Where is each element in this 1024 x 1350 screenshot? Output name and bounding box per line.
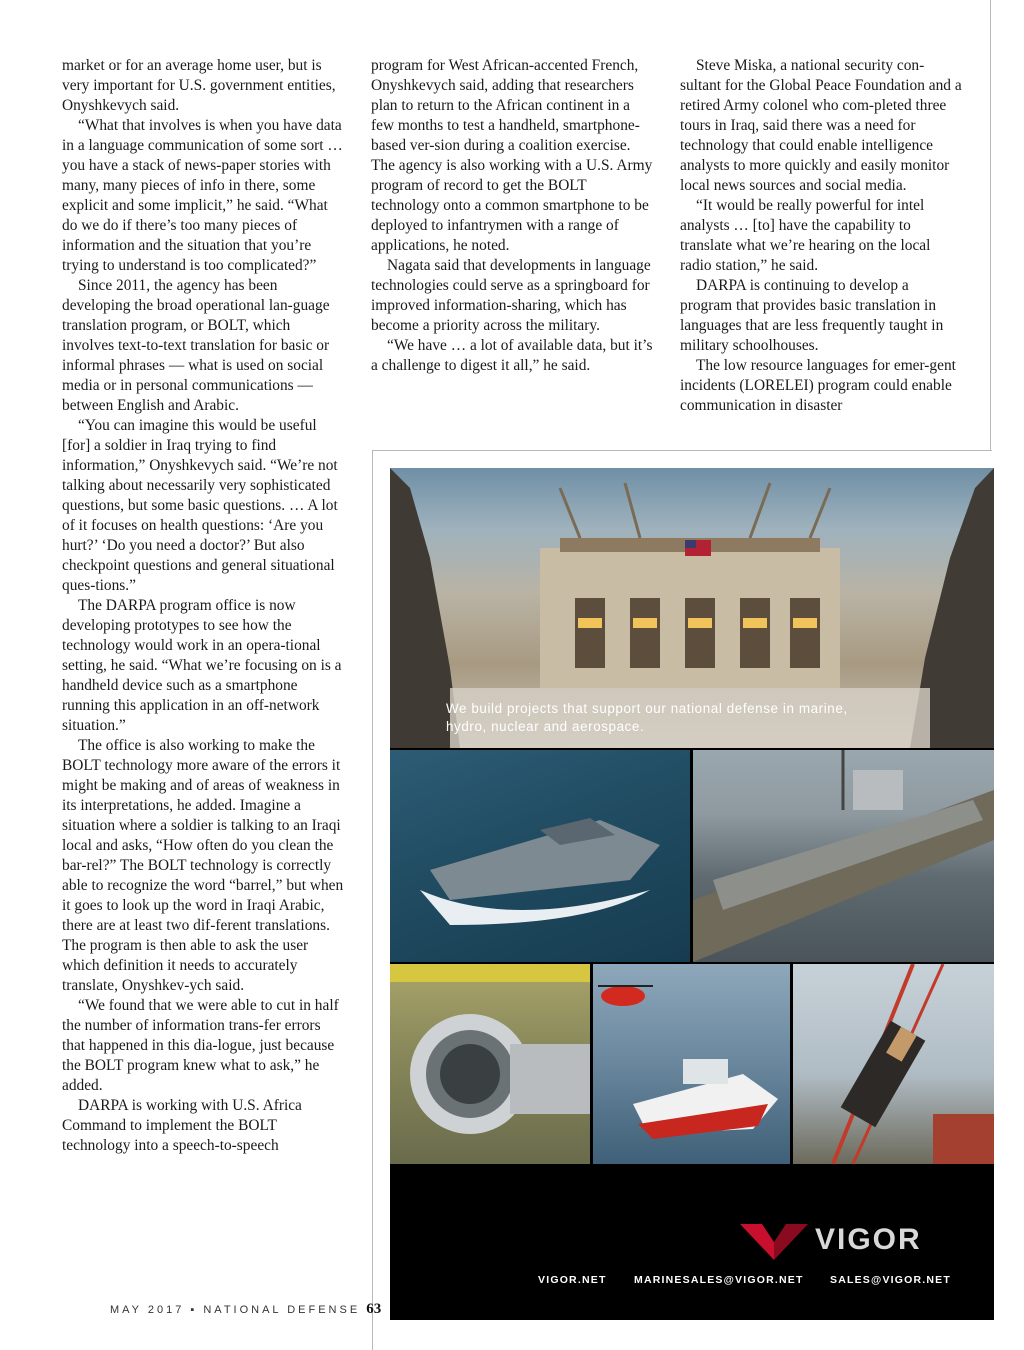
article-paragraph: “We have … a lot of available data, but it’s a challenge to digest it all,” he said. [371, 337, 653, 374]
rescue-boat-helicopter-photo [593, 964, 790, 1164]
ad-caption: We build projects that support our national defense in marine, hydro, nuclear and aerospace. [446, 701, 848, 734]
column-divider [372, 450, 373, 1350]
dam-photo [390, 468, 994, 748]
article-paragraph: “What that involves is when you have data in a language communication of some sort … you have a stack of news-paper stories with many, many pieces of info in there, some explicit and some implicit,” he said. “What do we do if there’s too many pieces of information and the situation that you’re trying to understand is too complicated?” [62, 117, 343, 274]
reactor-component-photo [390, 964, 590, 1164]
crane-lift-photo [793, 964, 994, 1164]
contact-marine-sales-email[interactable]: MARINESALES@VIGOR.NET [634, 1274, 804, 1286]
ad-top-rule [372, 450, 992, 451]
article-paragraph: program for West African-accented French, Onyshkevych said, adding that researchers plan to return to the African continent in a few months to test a handheld, smartphone-based ver-sion during a coalition exercise. The agency is also working with a U.S. Army program of record to get the BOLT technology onto a common smartphone to be deployed to infantrymen with a range of applications, he noted. [371, 57, 653, 254]
footer-issue: MAY 2017 ▪ NATIONAL DEFENSE [110, 1304, 361, 1316]
article-paragraph: The office is also working to make the BOLT technology more aware of the errors it might be making and of areas of weakness in its interpretations, he added. Imagine a situation where a soldier is talking to an Iraqi local and asks, “How often do you clean the bar-rel?” The BOLT technology is correctly able to recognize the word “barrel,” but when it goes to look up the word in Iraqi Arabic, there are at least two dif-ferent translations. The program is then able to ask the user which definition it needs to accurately translate, Onyshkev-ych said. [62, 737, 344, 994]
article-paragraph: market or for an average home user, but is very important for U.S. government entities, Onyshkevych said. [62, 57, 336, 114]
vigor-chevron-icon [740, 1218, 810, 1262]
article-paragraph: DARPA is working with U.S. Africa Command to implement the BOLT technology into a speech-to-speech [62, 1097, 302, 1154]
article-paragraph: The low resource languages for emer-gent incidents (LORELEI) program could enable communication in disaster [680, 357, 956, 414]
article-column-2 [371, 56, 655, 376]
article-paragraph: “You can imagine this would be useful [for] a soldier in Iraq trying to find information,” Onyshkevych said. “We’re not talking about necessarily very sophisticated questions, but some basic questions. … A lot of it focuses on health questions: ‘Are you hurt?’ ‘Do you need a doctor?’ But also checkpoint questions and general situational ques-tions.” [62, 417, 338, 594]
vigor-logo [740, 1218, 960, 1262]
dry-dock-ship-photo [693, 750, 994, 962]
article-column-1 [62, 56, 346, 1156]
article-paragraph: “It would be really powerful for intel analysts … [to] have the capability to translate what we’re hearing on the local radio station,” he said. [680, 197, 931, 274]
crane-illustration [793, 964, 994, 1164]
right-margin-rule [990, 0, 991, 450]
article-paragraph: “We found that we were able to cut in half the number of information trans-fer errors that happened in this dia-logue, just because the BOLT program knew what to ask,” he added. [62, 997, 339, 1094]
contact-website[interactable]: VIGOR.NET [538, 1274, 607, 1286]
article-paragraph: The DARPA program office is now developing prototypes to see how the technology would work in an opera-tional setting, he said. “What we’re focusing on is a handheld device such as a smartphone running this application in an off-network situation.” [62, 597, 342, 734]
patrol-boat-photo [390, 750, 690, 962]
vigor-advertisement [390, 468, 994, 1320]
article-paragraph: Steve Miska, a national security con-sultant for the Global Peace Foundation and a retired Army colonel who com-pleted three tours in Iraq, said there was a need for technology that could enable intelligence analysts to more quickly and easily monitor local news sources and social media. [680, 57, 962, 194]
page-number: 63 [366, 1301, 382, 1317]
boat-illustration [390, 750, 690, 962]
vigor-wordmark: VIGOR [815, 1223, 922, 1256]
article-paragraph: Nagata said that developments in language technologies could serve as a springboard for improved information-sharing, which has become a priority across the military. [371, 257, 651, 334]
page-footer [110, 1301, 381, 1318]
pipe-illustration [390, 964, 590, 1164]
ship-illustration [693, 750, 994, 962]
rescue-illustration [593, 964, 790, 1164]
article-paragraph: DARPA is continuing to develop a program that provides basic translation in languages that are less frequently taught in military schoolhouses. [680, 277, 944, 354]
contact-sales-email[interactable]: SALES@VIGOR.NET [830, 1274, 952, 1286]
article-paragraph: Since 2011, the agency has been developing the broad operational lan-guage translation program, or BOLT, which involves text-to-text translation for basic or informal phrases — what is used on social media or in personal communications — between English and Arabic. [62, 277, 330, 414]
article-column-3 [680, 56, 964, 416]
